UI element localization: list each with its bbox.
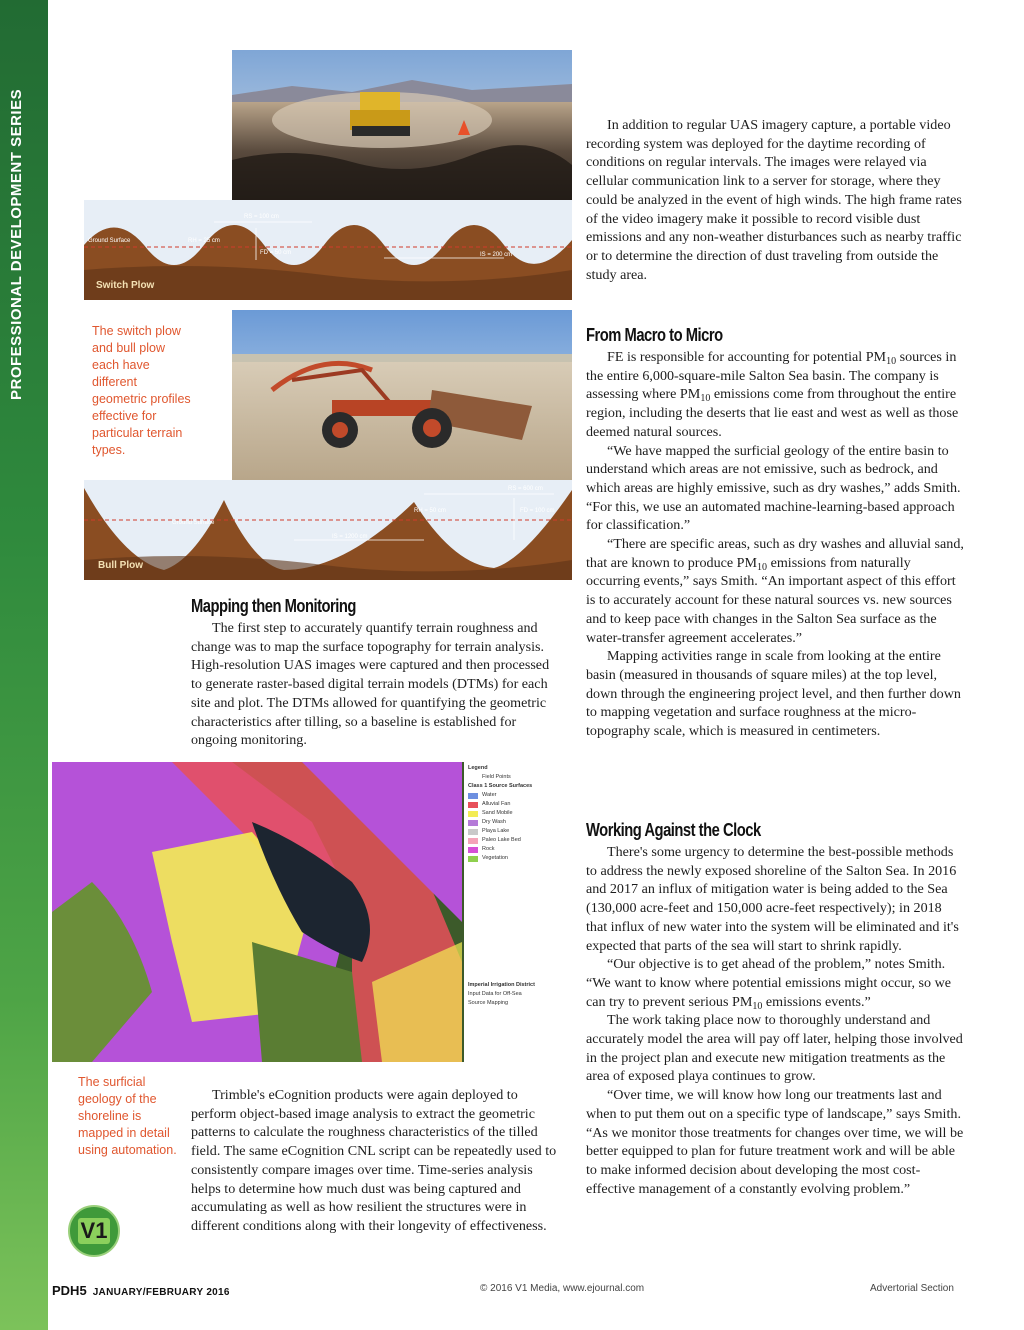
- is-label: IS = 200 cm: [480, 252, 513, 258]
- legend-title: Legend: [468, 765, 488, 771]
- is-label: IS = 1200 cm: [332, 534, 368, 540]
- legend-class-title: Class 1 Source Surfaces: [468, 783, 533, 789]
- pdh-label: PDH5: [52, 1283, 87, 1298]
- paragraph: “We have mapped the surficial geology of the entire basin to understand which areas are not emissive, such as bedrock, and which areas are highly emissive, such as dry washes,” adds Smith. “For this, we use an automated machine-learning-based approach for classification.”: [586, 442, 961, 534]
- mapping-heading: Mapping then Monitoring: [191, 596, 356, 616]
- switch-plow-profile: [84, 200, 572, 300]
- rh-label: RH = 25 cm: [188, 238, 220, 244]
- legend-swatch: [468, 802, 478, 808]
- ecognition-text: [191, 1086, 563, 1236]
- paragraph: Mapping activities range in scale from looking at the entire basin (measured in thousands of square miles) at the top level, down through the engineering project level, and then further down to mapping vegetation and surface roughness at the micro-topography scale, which is measured in centimeters.: [586, 648, 961, 740]
- v1-logo-text: V1: [78, 1218, 111, 1244]
- legend-label: Paleo Lake Bed: [482, 837, 521, 843]
- macro-text: [586, 348, 966, 741]
- series-label: PROFESSIONAL DEVELOPMENT SERIES: [8, 88, 25, 400]
- paragraph: [586, 348, 966, 442]
- legend-label: Dry Wash: [482, 819, 506, 825]
- bull-plow-title: Bull Plow: [98, 560, 143, 571]
- legend-swatch: [468, 811, 478, 817]
- legend-label: Rock: [482, 846, 495, 852]
- switch-plow-title: Switch Plow: [96, 280, 155, 291]
- paragraph: [586, 535, 966, 647]
- legend-swatch: [468, 793, 478, 799]
- text-run: emissions from naturally occurring events,” says Smith. “An important aspect of this effort is to accurately account for these natural sources vs. new sources and to keep pace with changes in the Salton Sea surface as the water-transfer agreement accelerates.”: [586, 554, 956, 646]
- v1-logo: [68, 1205, 120, 1257]
- legend-label: Vegetation: [482, 855, 508, 861]
- subscript: 10: [752, 1000, 763, 1012]
- paragraph: “Over time, we will know how long our treatments last and when to put them out on a specific type of landscape,” says Smith. “As we monitor those treatments for changes over time, we will be better equipped to plan for future treatment work and will be able to make informed decision about developing the most cost-effective management of a constantly evolving problem.”: [586, 1087, 964, 1197]
- text-run: FE is responsible for accounting for potential PM: [607, 349, 887, 365]
- footer-issue: [52, 1283, 230, 1298]
- legend-swatch: [468, 838, 478, 844]
- legend-item: [468, 800, 558, 809]
- intro-text: [586, 116, 966, 284]
- rh-label: RH = 50 cm: [414, 508, 446, 514]
- geology-caption: The surficial geology of the shoreline is mapped in detail using automation.: [78, 1075, 177, 1157]
- paragraph: In addition to regular UAS imagery capture, a portable video recording system was deployed for the daytime recording of conditions on regular intervals. The images were relayed via cellular communication link to a server for storage, where they could be analyzed in the event of high winds. The high frame rates of the video imagery make it possible to record visible dust emissions and any non-weather disturbances such as nearby traffic or to determine the direction of dust traveling from outside the study area.: [586, 117, 962, 283]
- subscript: 10: [757, 561, 768, 573]
- legend-swatch: [468, 856, 478, 862]
- legend-item: [468, 818, 558, 827]
- map-legend: [468, 764, 558, 1008]
- legend-swatch: [468, 829, 478, 835]
- legend-item: [468, 809, 558, 818]
- legend-item: [468, 836, 558, 845]
- legend-items: [468, 791, 558, 863]
- text-run: sources in the entire 6,000-square-mile Salton Sea basin. The company is assessing where PM: [586, 349, 957, 403]
- ground-surface-label: Ground Surface: [172, 520, 215, 526]
- tractor-photo: [232, 50, 572, 200]
- paragraph: The work taking place now to thoroughly understand and accurately model the area will pay off later, helping those involved in the project plan and execute new mitigation treatments as the area of exposed playa continues to grow.: [586, 1012, 963, 1085]
- legend-field-points: Field Points: [482, 774, 511, 780]
- bull-plow-photo: [232, 310, 572, 480]
- legend-input-data: Input Data for Off-Sea Source Mapping: [468, 991, 522, 1006]
- paragraph: Trimble's eCognition products were again deployed to perform object-based image analysis to extract the geometric patterns to calculate the roughness characteristics of the tilled field. The same eCognition CNL script can be repeatedly used to consistently compare images over time. Time-series analysis helps to determine how much dust was being captured and accumulating as well as how resilient the structures were in different conditions along with their longevity of effectiveness.: [191, 1087, 557, 1234]
- legend-label: Sand Mobile: [482, 810, 513, 816]
- subscript: 10: [886, 356, 897, 367]
- paragraph: The first step to accurately quantify terrain roughness and change was to map the surface topography for terrain analysis. High-resolution UAS images were captured and then processed to generate raster-based digital terrain models (DTMs) for each site and plot. The DTMs allowed for quantifying the geometric characteristics after tilling, so a baseline is established for ongoing monitoring.: [191, 620, 550, 749]
- clock-heading: Working Against the Clock: [586, 820, 761, 840]
- legend-item: [468, 827, 558, 836]
- text-run: “Our objective is to get ahead of the problem,” notes Smith. “We want to know where potential emissions might occur, so we can try to prevent serious PM: [586, 956, 952, 1010]
- fd-label: FD = 50 cm: [260, 250, 292, 256]
- ground-surface-label: Ground Surface: [88, 238, 131, 244]
- rs-label: RS = 100 cm: [244, 214, 279, 220]
- paragraph: There's some urgency to determine the best-possible methods to address the newly exposed shoreline of the Salton Sea. In 2016 and 2017 an influx of mitigation water is being added to the Sea (130,000 acre-feet and 150,000 acre-feet respectively); in 2018 that influx of new water into the system will be eliminated and it's expected that parts of the sea will start to shrink rapidly.: [586, 844, 959, 954]
- legend-item: [468, 854, 558, 863]
- legend-item: [468, 791, 558, 800]
- legend-swatch: [468, 820, 478, 826]
- bull-plow-profile: [84, 480, 572, 580]
- legend-district: Imperial Irrigation District: [468, 982, 535, 988]
- text-run: “There are specific areas, such as dry washes and alluvial sand, that are known to produce PM: [586, 536, 964, 571]
- mapping-text: [191, 619, 563, 750]
- legend-label: Water: [482, 792, 497, 798]
- legend-item: [468, 845, 558, 854]
- paragraph: [586, 955, 966, 1011]
- clock-text: [586, 843, 966, 1198]
- text-run: emissions come from throughout the entire region, including the deserts that lie east and west as well as those deemed natural sources.: [586, 386, 959, 440]
- legend-label: Playa Lake: [482, 828, 510, 834]
- geology-map: [52, 762, 562, 1062]
- plow-caption: The switch plow and bull plow each have different geometric profiles effective for particular terrain types.: [92, 324, 191, 457]
- subscript: 10: [700, 393, 711, 405]
- footer-copyright: © 2016 V1 Media, www.ejournal.com: [480, 1283, 645, 1294]
- legend-label: Alluvial Fan: [482, 801, 511, 807]
- legend-swatch: [468, 847, 478, 853]
- macro-heading: From Macro to Micro: [586, 325, 723, 345]
- footer-section: Advertorial Section: [870, 1283, 954, 1294]
- fd-label: FD = 100 cm: [520, 508, 555, 514]
- issue-date: JANUARY/FEBRUARY 2016: [92, 1287, 230, 1298]
- rs-label: RS = 600 cm: [508, 486, 543, 492]
- text-run: emissions events.”: [762, 993, 871, 1010]
